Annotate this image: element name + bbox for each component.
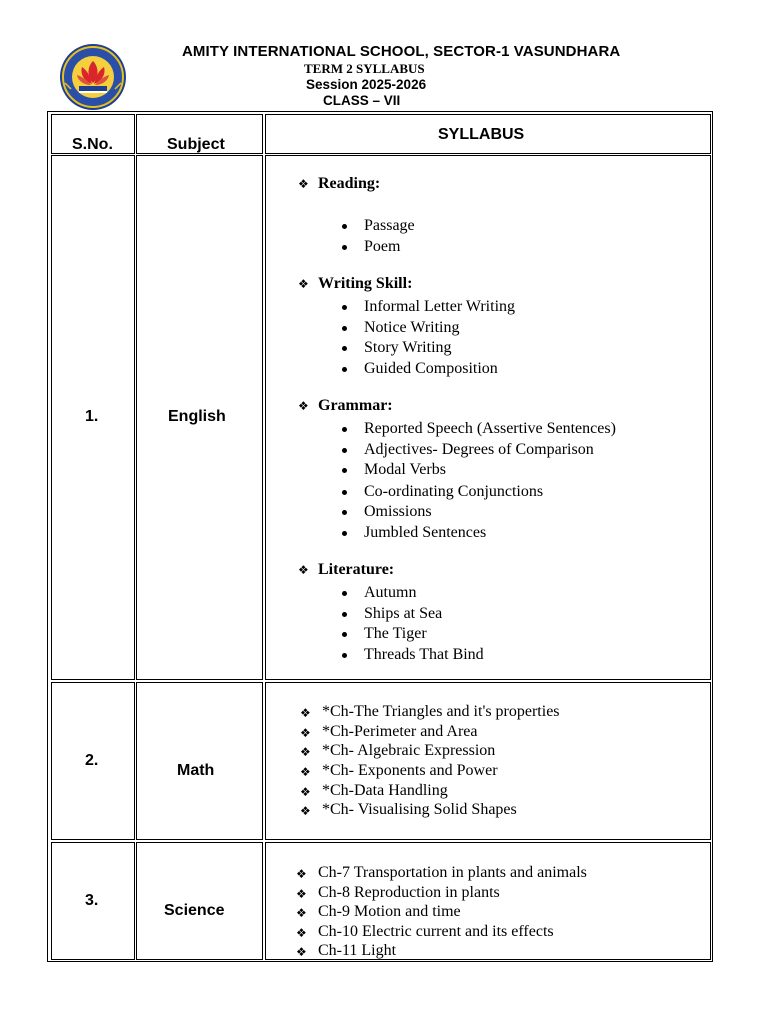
list-item: Ships at Sea — [364, 605, 443, 622]
list-item: *Ch- Algebraic Expression — [322, 742, 496, 759]
list-item: Reported Speech (Assertive Sentences) — [364, 420, 616, 437]
section-title: Reading: — [318, 175, 381, 192]
list-item: Ch-8 Reproduction in plants — [318, 884, 500, 901]
list-item: Ch-7 Transportation in plants and animals — [318, 864, 587, 881]
row-math-subject-cell — [136, 682, 263, 840]
list-item: Threads That Bind — [364, 646, 484, 663]
diamond-bullet-icon: ❖ — [296, 945, 307, 959]
list-item: *Ch-The Triangles and it's properties — [322, 703, 560, 720]
round-bullet-icon — [342, 305, 347, 310]
header-cell-syllabus — [265, 114, 711, 154]
round-bullet-icon — [342, 326, 347, 331]
list-item: Informal Letter Writing — [364, 298, 516, 315]
round-bullet-icon — [342, 427, 347, 432]
list-item: Ch-9 Motion and time — [318, 903, 461, 920]
column-header-subject: Subject — [167, 136, 225, 153]
round-bullet-icon — [342, 653, 347, 658]
round-bullet-icon — [342, 224, 347, 229]
list-item: Autumn — [364, 584, 417, 601]
list-item: Jumbled Sentences — [364, 524, 487, 541]
diamond-bullet-icon: ❖ — [298, 177, 309, 191]
list-item: *Ch- Exponents and Power — [322, 762, 498, 779]
list-item: *Ch- Visualising Solid Shapes — [322, 801, 517, 818]
diamond-bullet-icon: ❖ — [296, 867, 307, 881]
round-bullet-icon — [342, 632, 347, 637]
document-header — [0, 40, 768, 112]
list-item: Ch-11 Light — [318, 942, 397, 959]
list-item: Guided Composition — [364, 360, 498, 377]
row-science-sno-cell — [51, 842, 135, 960]
diamond-bullet-icon: ❖ — [298, 399, 309, 413]
session-label: Session 2025-2026 — [306, 77, 427, 92]
syllabus-table — [47, 111, 713, 962]
term-title: TERM 2 SYLLABUS — [304, 61, 425, 76]
row-english-sno-cell — [51, 155, 135, 680]
list-item: Ch-10 Electric current and its effects — [318, 923, 554, 940]
diamond-bullet-icon: ❖ — [300, 804, 311, 818]
round-bullet-icon — [342, 490, 347, 495]
diamond-bullet-icon: ❖ — [300, 706, 311, 720]
list-item: *Ch-Data Handling — [322, 782, 448, 799]
list-item: Co-ordinating Conjunctions — [364, 483, 544, 500]
section-title: Writing Skill: — [318, 275, 413, 292]
school-crest-icon — [55, 43, 131, 111]
list-item: *Ch-Perimeter and Area — [322, 723, 478, 740]
round-bullet-icon — [342, 591, 347, 596]
round-bullet-icon — [342, 367, 347, 372]
round-bullet-icon — [342, 612, 347, 617]
list-item: The Tiger — [364, 625, 427, 642]
list-item: Notice Writing — [364, 319, 460, 336]
subject-name: English — [168, 408, 226, 425]
diamond-bullet-icon: ❖ — [298, 563, 309, 577]
diamond-bullet-icon: ❖ — [296, 906, 307, 920]
header-cell-subject — [136, 114, 263, 154]
subject-name: Math — [177, 762, 215, 779]
diamond-bullet-icon: ❖ — [300, 745, 311, 759]
subject-name: Science — [164, 902, 225, 919]
row-number: 1. — [85, 408, 99, 425]
section-title: Literature: — [318, 561, 395, 578]
school-name: AMITY INTERNATIONAL SCHOOL, SECTOR-1 VASUNDHARA — [182, 43, 621, 60]
list-item: Story Writing — [364, 339, 452, 356]
round-bullet-icon — [342, 468, 347, 473]
row-science-syllabus-cell — [265, 842, 711, 960]
diamond-bullet-icon: ❖ — [296, 926, 307, 940]
list-item: Adjectives- Degrees of Comparison — [364, 441, 594, 458]
round-bullet-icon — [342, 510, 347, 515]
round-bullet-icon — [342, 531, 347, 536]
row-number: 2. — [85, 752, 99, 769]
header-cell-sno — [51, 114, 135, 154]
list-item: Omissions — [364, 503, 432, 520]
row-english-subject-cell — [136, 155, 263, 680]
row-number: 3. — [85, 892, 99, 909]
round-bullet-icon — [342, 245, 347, 250]
diamond-bullet-icon: ❖ — [300, 785, 311, 799]
diamond-bullet-icon: ❖ — [296, 887, 307, 901]
round-bullet-icon — [342, 346, 347, 351]
column-header-syllabus: SYLLABUS — [438, 126, 525, 143]
list-item: Poem — [364, 238, 401, 255]
diamond-bullet-icon: ❖ — [300, 765, 311, 779]
row-math-sno-cell — [51, 682, 135, 840]
column-header-sno: S.No. — [72, 136, 113, 153]
row-english-syllabus-cell — [265, 155, 711, 680]
section-title: Grammar: — [318, 397, 393, 414]
diamond-bullet-icon: ❖ — [298, 277, 309, 291]
list-item: Modal Verbs — [364, 461, 446, 478]
round-bullet-icon — [342, 448, 347, 453]
diamond-bullet-icon: ❖ — [300, 726, 311, 740]
row-math-syllabus-cell — [265, 682, 711, 840]
row-science-subject-cell — [136, 842, 263, 960]
list-item: Passage — [364, 217, 415, 234]
class-label: CLASS – VII — [323, 93, 401, 108]
